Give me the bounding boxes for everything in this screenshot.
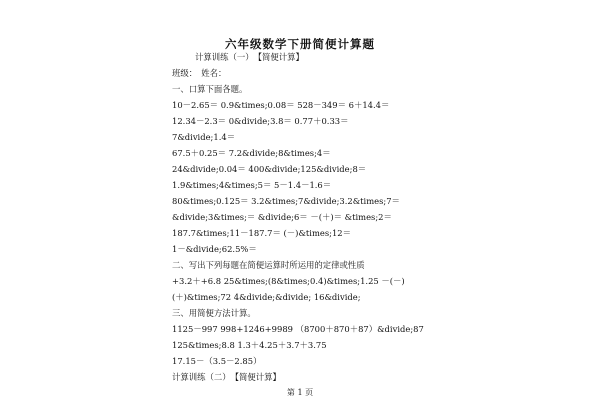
page-number-footer: 第 1 页 [286, 388, 314, 397]
problem-line: &divide;3&times;＝ &divide;6＝ －(＋)＝ &times;2＝ [172, 212, 392, 222]
problem-line: 187.7&times;11－187.7＝ (－)&times;12＝ [172, 228, 351, 238]
problem-line: 1.9&times;4&times;5＝ 5－1.4－1.6＝ [172, 180, 332, 190]
problem-line: 12.34－2.3＝ 0&divide;3.8＝ 0.77＋0.33＝ [172, 116, 349, 126]
part-one-heading: 一、口算下面各题。 [172, 84, 248, 94]
problem-line: 1－&divide;62.5%＝ [172, 244, 257, 254]
problem-line: (＋)&times;72 4&divide;&divide; 16&divide; [172, 292, 361, 302]
section-heading-training-2: 计算训练（二） 【简便计算】 [172, 372, 281, 382]
section-heading-training-1: 计算训练（一） 【简便计算】 [195, 52, 304, 62]
problem-line: 1125－997 998+1246+9989 （8700＋870＋87）&divide;87 [172, 324, 424, 334]
problem-line: 7&divide;1.4＝ [172, 132, 236, 142]
part-two-heading: 二、写出下列每题在简便运算时所运用的定律或性质 [172, 260, 365, 270]
problem-line: 24&divide;0.04＝ 400&divide;125&divide;8＝ [172, 164, 367, 174]
problem-line: +3.2＋+6.8 25&times;(8&times;0.4)&times;1.25 －(－) [172, 276, 405, 286]
document-title: 六年级数学下册简便计算题 [225, 37, 375, 51]
class-name-line: 班级： 姓名： [172, 68, 227, 78]
part-three-heading: 三、用简便方法计算。 [172, 308, 256, 318]
problem-line: 125&times;8.8 1.3＋4.25＋3.7＋3.75 [172, 340, 327, 350]
problem-line: 67.5＋0.25＝ 7.2&divide;8&times;4＝ [172, 148, 331, 158]
problem-line: 10－2.65＝ 0.9&times;0.08＝ 528－349＝ 6＋14.4＝ [172, 100, 390, 110]
problem-line: 17.15－（3.5－2.85） [172, 356, 262, 366]
problem-line: 80&times;0.125＝ 3.2&times;7&divide;3.2&times;7＝ [172, 196, 400, 206]
